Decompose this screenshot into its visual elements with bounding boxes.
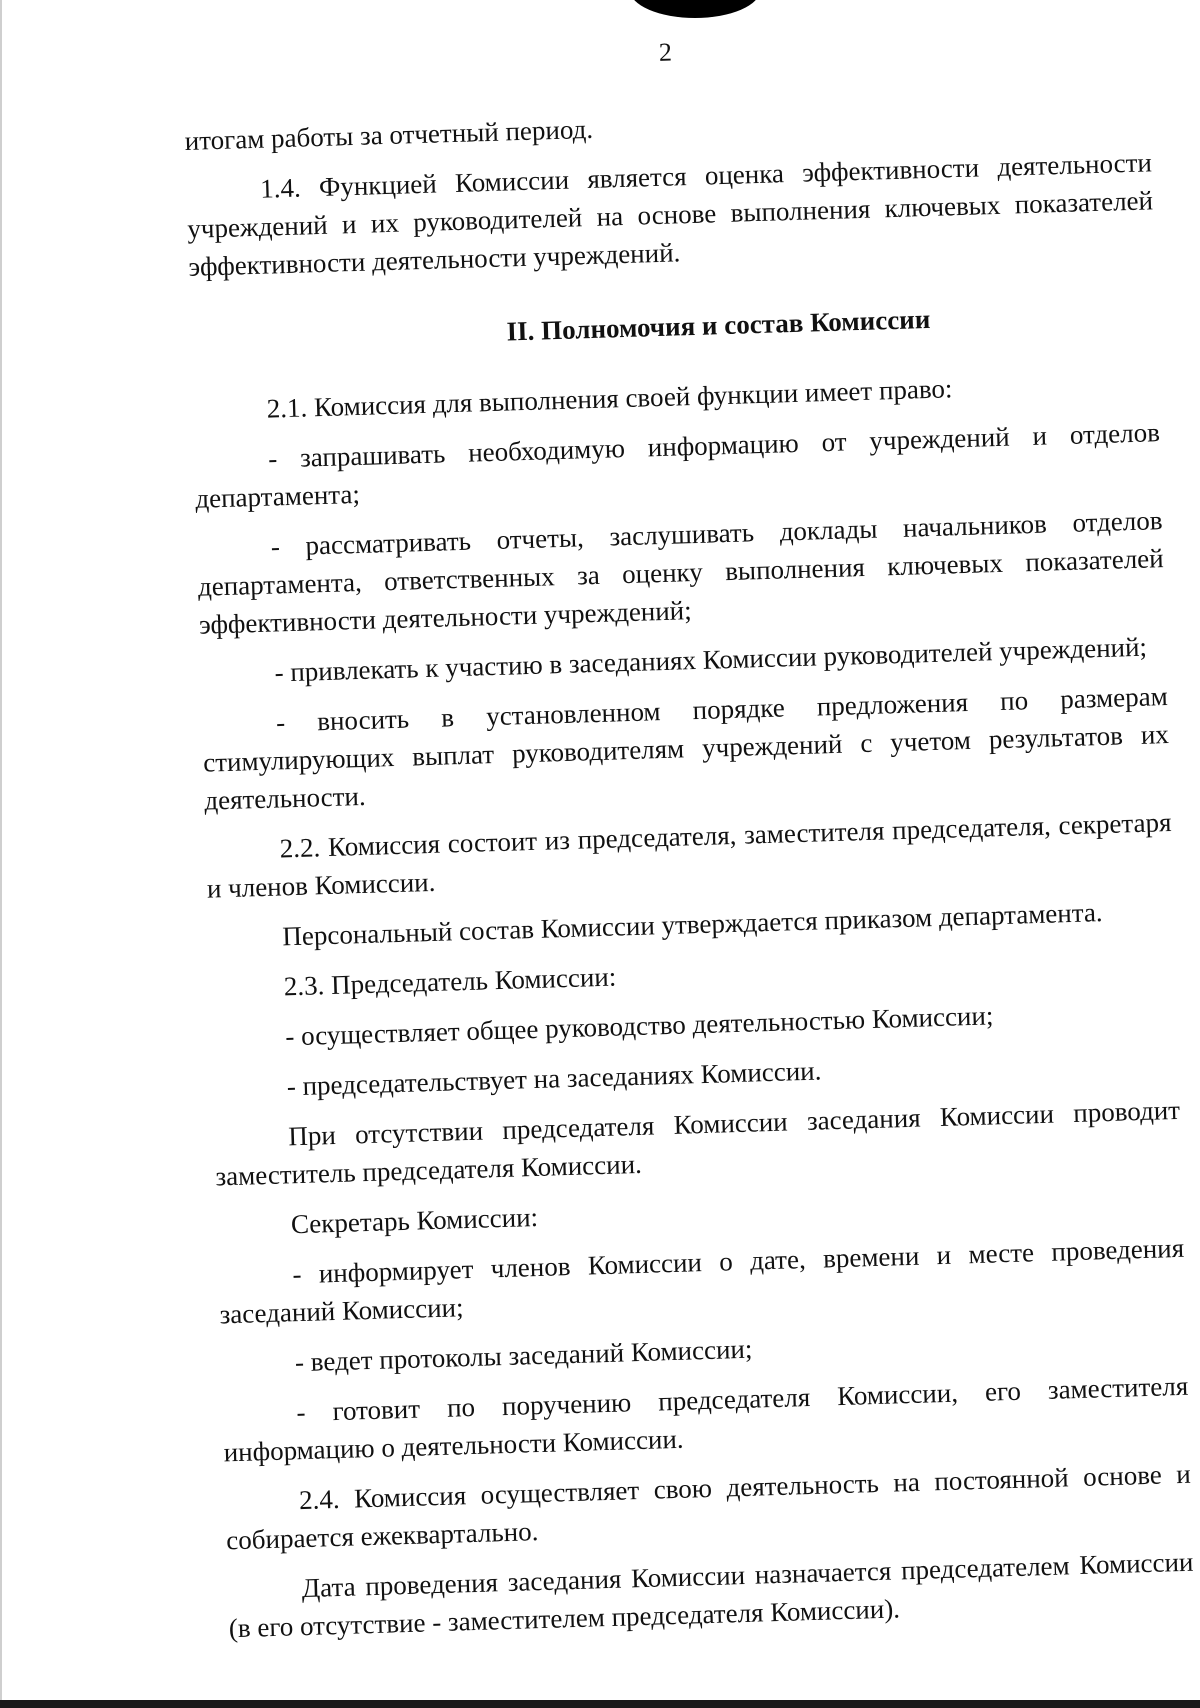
scan-left-edge <box>0 0 2 1708</box>
scan-artifact-blot <box>630 0 760 18</box>
list-item: - вносить в установленном порядке предложения по размерам стимулирующих выплат руководителям учреждений с учетом результатов их деятельности. <box>202 681 1170 816</box>
list-item: - осуществляет общее руководство деятельностью Комиссии; <box>284 1000 994 1052</box>
paragraph-2-1: 2.1. Комиссия для выполнения своей функции имеет право: <box>266 373 953 424</box>
list-item: - рассматривать отчеты, заслушивать доклады начальников отделов департамента, ответственных за оценку выполнения ключевых показателей эффективности деятельности учреждений; <box>197 505 1165 640</box>
list-item: - привлекать к участию в заседаниях Комиссии руководителей учреждений; <box>274 631 1148 688</box>
paragraph-2-4: 2.4. Комиссия осуществляет свою деятельность на постоянной основе и собирается ежеквартально. <box>225 1458 1192 1556</box>
paragraph: Секретарь Комиссии: <box>290 1201 539 1240</box>
paragraph-2-3: 2.3. Председатель Комиссии: <box>283 961 617 1002</box>
list-item: - готовит по поручению председателя Комиссии, его заместителя информацию о деятельности Комиссии. <box>223 1370 1189 1468</box>
paragraph-1-4: 1.4. Функцией Комиссии является оценка эффективности деятельности учреждений и их руководителей на основе выполнения ключевых показателей эффективности деятельности учреждений. <box>186 147 1154 282</box>
paragraph: Дата проведения заседания Комиссии назначается председателем Комиссии (в его отсутствие - заместителем председателя Комиссии). <box>228 1546 1194 1644</box>
list-item: - запрашивать необходимую информацию от учреждений и отделов департамента; <box>194 417 1161 514</box>
list-item: - ведет протоколы заседаний Комиссии; <box>294 1333 753 1378</box>
list-item: - информирует членов Комиссии о дате, времени и месте проведения заседаний Комиссии; <box>219 1232 1185 1330</box>
paragraph: При отсутствии председателя Комиссии заседания Комиссии проводит заместитель председателя Комиссии. <box>215 1094 1181 1192</box>
paragraph-continuation: итогам работы за отчетный период. <box>184 113 594 156</box>
section-heading: II. Полномочия и состав Комиссии <box>506 303 931 347</box>
document-body <box>182 19 1195 1659</box>
list-item: - председательствует на заседаниях Комиссии. <box>286 1055 822 1102</box>
page-number: 2 <box>658 37 673 67</box>
paragraph-2-2: 2.2. Комиссия состоит из председателя, заместителя председателя, секретаря и членов Комиссии. <box>206 806 1172 904</box>
scan-bottom-edge <box>0 1700 1200 1708</box>
paragraph: Персональный состав Комиссии утверждается приказом департамента. <box>281 897 1103 952</box>
